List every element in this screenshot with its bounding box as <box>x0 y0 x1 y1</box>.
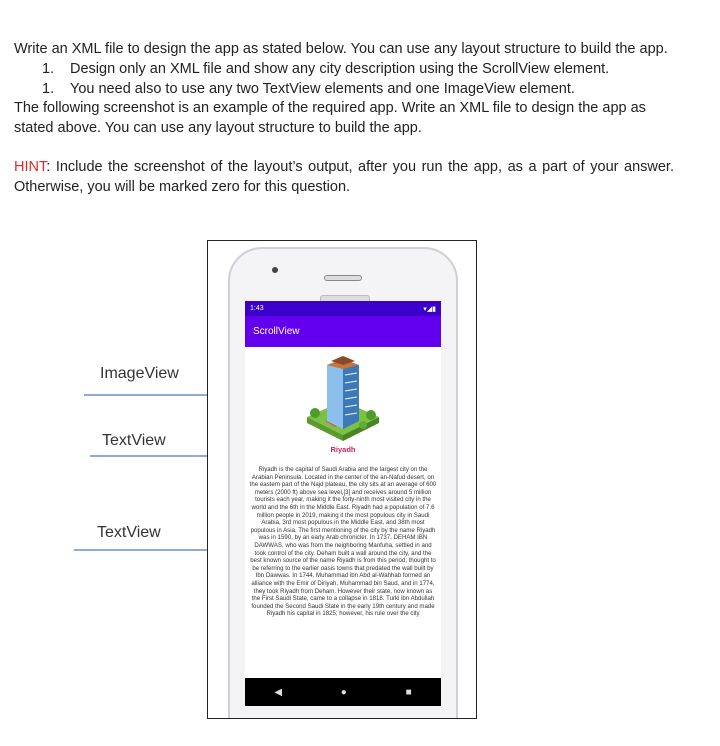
app-bar <box>245 316 441 347</box>
phone-screen <box>245 301 441 706</box>
city-description: Riyadh is the capital of Saudi Arabia and the largest city on the Arabian Peninsula. Located in the center of the an-Nafud desert, on the eastern part of the Najd plateau, the city sits at an average of 600 meters (2000 ft) above sea level,[3] and receives around 5 million tourists each year, making it the forty-ninth most visited city in the world and the 6th in the Middle East. Riyadh had a population of 7.6 million people in 2019, making it the most populous city in Saudi Arabia, 3rd most populous in the Middle East, and 38th most populous in Asia. The first mentioning of the city by the name Riyadh was in 1590, by an early Arab chronicler. In 1737, DEHAM IBN DAWWAS, who was from the neighboring Manfuha, settled in and took control of the city. Deham built a wall around the city, and the best known source of the name Riyadh is from this period, thought to be referring to the earlier oasis towns that predated the wall built by Ibn Dawwas. In 1744, Muhammad ibn Abd al-Wahhab formed an alliance with the Emir of Diriyah, Muhammad bin Saud, and in 1774, they took Riyadh from Deham. However their state, now known as the First Saudi State, came to a collapse in 1818. Turki ibn Abdullah founded the Second Saudi State in the early 19th century and made Riyadh his capital in 1825; however, his rule over the city <box>249 466 437 618</box>
annotation-textview-title: TextView <box>102 432 166 449</box>
annotation-textview-description: TextView <box>97 524 161 541</box>
recent-apps-icon[interactable]: ■ <box>405 686 412 698</box>
city-title: Riyadh <box>330 445 356 454</box>
navigation-bar <box>245 678 441 706</box>
screenshot-frame <box>207 240 477 719</box>
back-icon[interactable]: ◀ <box>274 686 283 698</box>
status-time: 1:43 <box>250 305 264 312</box>
building-image <box>301 351 385 443</box>
hint-label: HINT <box>14 158 47 175</box>
hint-text: : Include the screenshot of the layout’s output, after you run the app, as a part of your answer. Otherwise, you will be marked zero for this question. <box>14 158 674 195</box>
instruction-paragraph: The following screenshot is an example of the required app. Write an XML file to design the app as stated above. You can use any layout structure to build the app. <box>14 100 646 137</box>
list-item: 1. Design only an XML file and show any city description using the ScrollView element. <box>42 60 610 77</box>
speaker-grille <box>324 275 362 281</box>
annotation-imageview: ImageView <box>100 365 179 382</box>
intro-text: Write an XML file to design the app as stated below. You can use any layout structure to build the app. <box>14 41 668 57</box>
status-icons: ▾◢▮ <box>423 305 436 313</box>
home-icon[interactable]: ● <box>340 686 347 698</box>
list-item: 1. You need also to use any two TextView elements and one ImageView element. <box>42 80 575 97</box>
scroll-content[interactable] <box>245 351 441 618</box>
app-title: ScrollView <box>253 326 300 337</box>
camera-icon <box>272 267 278 273</box>
status-bar <box>245 301 441 316</box>
